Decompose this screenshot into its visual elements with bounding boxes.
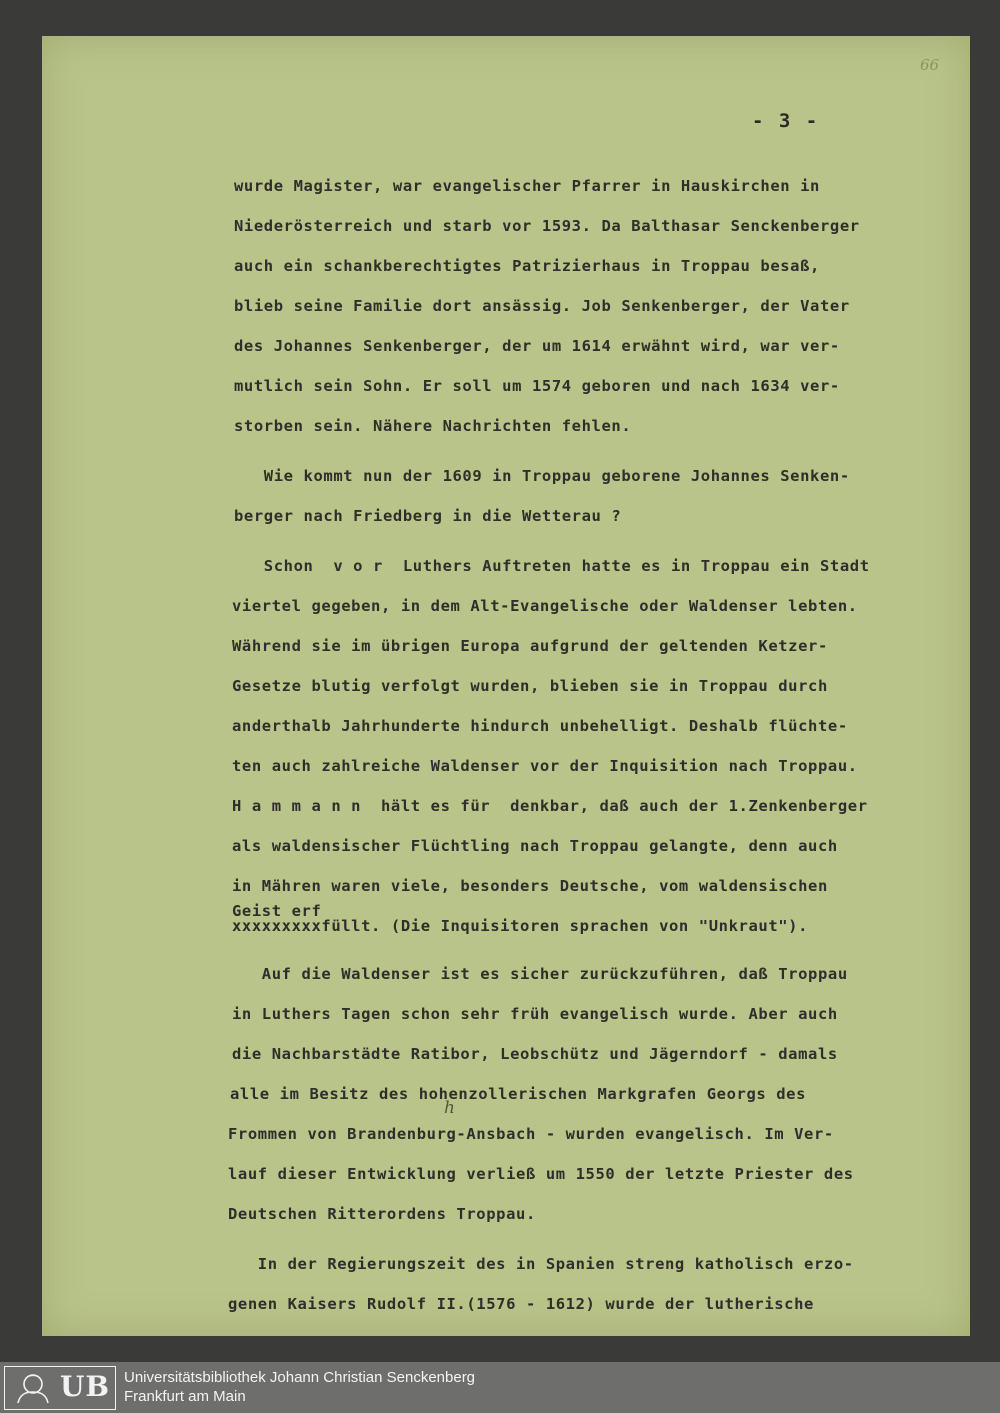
text-line: in Luthers Tagen schon sehr früh evangelisch wurde. Aber auch (232, 1005, 838, 1023)
text-line: auch ein schankberechtigtes Patrizierhaus in Troppau besaß, (234, 257, 820, 275)
text-line: Niederösterreich und starb vor 1593. Da Balthasar Senckenberger (234, 217, 860, 235)
text-line: des Johannes Senkenberger, der um 1614 erwähnt wird, war ver- (234, 337, 840, 355)
logo-text: UB (60, 1370, 111, 1403)
text-line: die Nachbarstädte Ratibor, Leobschütz und Jägerndorf - damals (232, 1045, 838, 1063)
text-line: Auf die Waldenser ist es sicher zurückzuführen, daß Troppau (232, 965, 848, 983)
text-line: in Mähren waren viele, besonders Deutsche, vom waldensischen (232, 877, 828, 895)
text-line: lauf dieser Entwicklung verließ um 1550 der letzte Priester des (228, 1165, 854, 1183)
document-page (42, 36, 970, 1336)
overtype-correction: Geist erf (232, 902, 322, 920)
text-line: Frommen von Brandenburg-Ansbach - wurden evangelisch. Im Ver- (228, 1125, 834, 1143)
text-line: wurde Magister, war evangelischer Pfarrer in Hauskirchen in (234, 177, 820, 195)
text-line: Schon v o r Luthers Auftreten hatte es in Troppau ein Stadt (234, 557, 870, 575)
portrait-icon (10, 1370, 56, 1404)
text-line: In der Regierungszeit des in Spanien streng katholisch erzo- (228, 1255, 854, 1273)
text-line: alle im Besitz des hohenzollerischen Markgrafen Georgs des (230, 1085, 807, 1103)
library-footer (0, 1362, 1000, 1413)
text-line: genen Kaisers Rudolf II.(1576 - 1612) wurde der lutherische (228, 1295, 814, 1313)
text-line: mutlich sein Sohn. Er soll um 1574 geboren und nach 1634 ver- (234, 377, 840, 395)
library-city: Frankfurt am Main (124, 1388, 246, 1405)
page-number: - 3 - (752, 110, 820, 132)
handwritten-insert: h (444, 1098, 455, 1118)
text-line: Wie kommt nun der 1609 in Troppau geborene Johannes Senken- (234, 467, 850, 485)
text-line: viertel gegeben, in dem Alt-Evangelische oder Waldenser lebten. (232, 597, 858, 615)
ub-logo (4, 1366, 116, 1410)
library-name: Universitätsbibliothek Johann Christian Senckenberg (124, 1369, 476, 1386)
text-line: Während sie im übrigen Europa aufgrund der geltenden Ketzer- (232, 637, 828, 655)
text-line: ten auch zahlreiche Waldenser vor der Inquisition nach Troppau. (232, 757, 858, 775)
text-line: storben sein. Nähere Nachrichten fehlen. (234, 417, 632, 435)
pencil-page-number: 66 (920, 56, 940, 74)
text-line: xxxxxxxxxfüllt. (Die Inquisitoren sprachen von "Unkraut"). (232, 917, 809, 935)
text-line: Gesetze blutig verfolgt wurden, blieben sie in Troppau durch (232, 677, 828, 695)
text-line: Deutschen Ritterordens Troppau. (228, 1205, 536, 1223)
text-line: als waldensischer Flüchtling nach Troppau gelangte, denn auch (232, 837, 838, 855)
text-line: berger nach Friedberg in die Wetterau ? (234, 507, 622, 525)
text-line: H a m m a n n hält es für denkbar, daß auch der 1.Zenkenberger (232, 797, 868, 815)
text-line: anderthalb Jahrhunderte hindurch unbehelligt. Deshalb flüchte- (232, 717, 848, 735)
text-line: blieb seine Familie dort ansässig. Job Senkenberger, der Vater (234, 297, 850, 315)
